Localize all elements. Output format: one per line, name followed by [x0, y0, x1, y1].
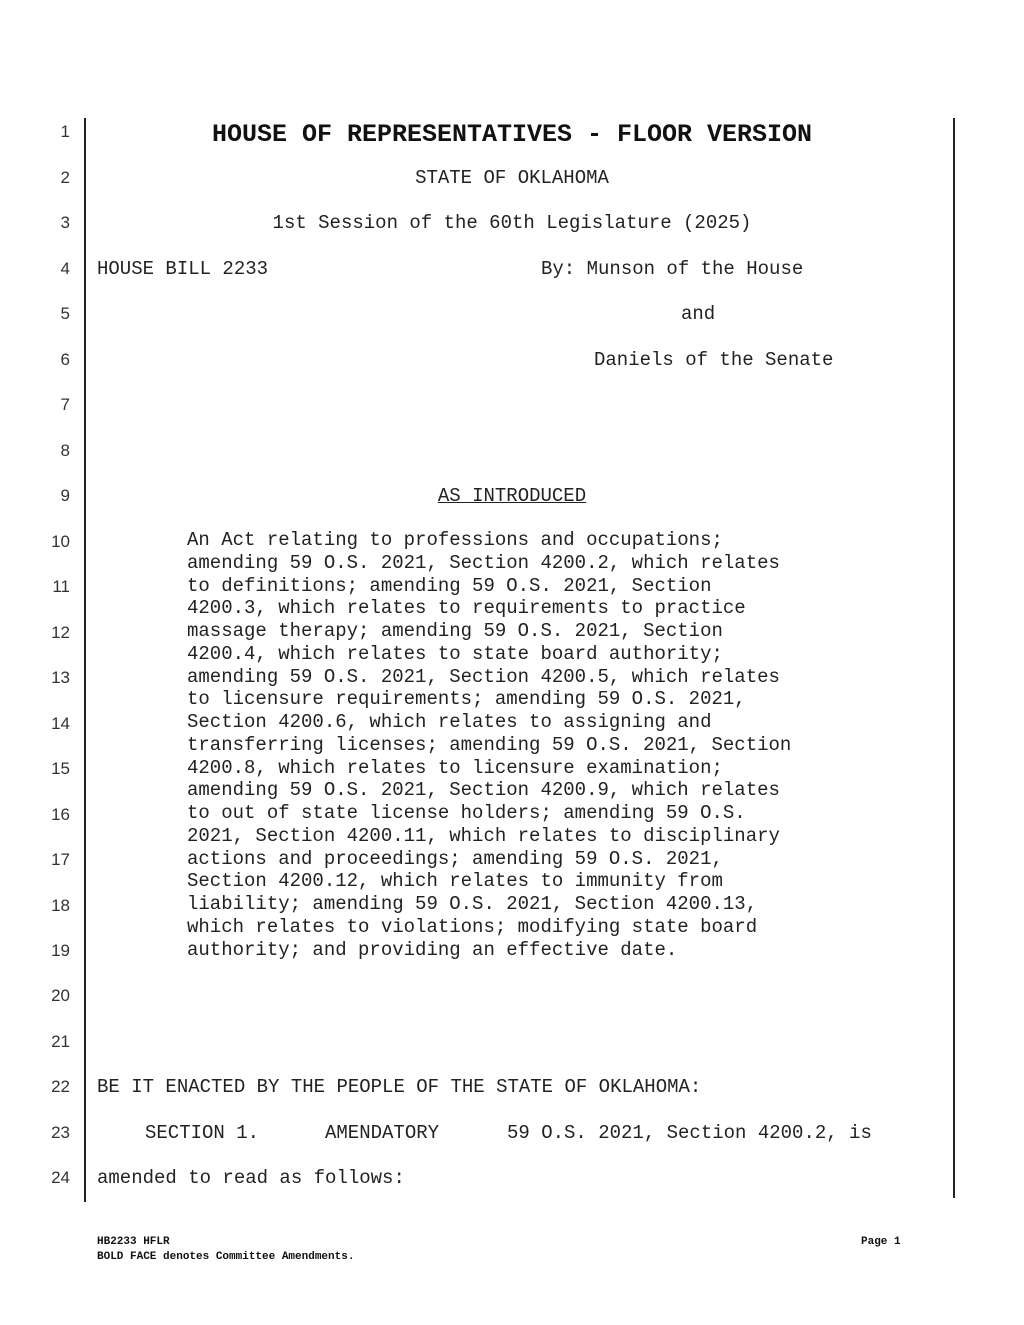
footer-note: BOLD FACE denotes Committee Amendments. [97, 1251, 355, 1263]
act-line: amending 59 O.S. 2021, Section 4200.2, which relates [187, 551, 780, 574]
line-number: 19 [51, 941, 70, 960]
section-continuation: amended to read as follows: [97, 1167, 405, 1189]
line-number: 14 [51, 714, 70, 733]
line-number: 23 [51, 1123, 70, 1142]
author-conjunction: and [681, 303, 716, 325]
line-number: 15 [51, 759, 70, 778]
line-number: 8 [60, 441, 70, 460]
bill-author: By: Munson of the House [541, 258, 804, 280]
act-line: massage therapy; amending 59 O.S. 2021, Section [187, 620, 723, 642]
act-line: to out of state license holders; amending 59 O.S. [187, 802, 746, 824]
bill-coauthor: Daniels of the Senate [594, 349, 834, 371]
line-number: 20 [51, 986, 70, 1005]
act-line: 4200.4, which relates to state board authority; [187, 642, 723, 665]
bill-number: HOUSE BILL 2233 [97, 258, 269, 280]
act-line: transferring licenses; amending 59 O.S. 2021, Section [187, 733, 792, 756]
act-title-paragraph [187, 529, 867, 961]
act-line: actions and proceedings; amending 59 O.S. 2021, [187, 847, 723, 870]
act-line: 4200.3, which relates to requirements to practice [187, 597, 746, 620]
act-line: amending 59 O.S. 2021, Section 4200.5, which relates [187, 665, 780, 688]
line-number: 4 [60, 259, 70, 278]
act-line: An Act relating to professions and occupations; [187, 529, 723, 551]
act-line: authority; and providing an effective date. [187, 938, 678, 961]
line-number: 21 [51, 1032, 70, 1051]
state-name: STATE OF OKLAHOMA [415, 167, 609, 189]
line-number: 24 [51, 1168, 70, 1187]
line-number: 22 [51, 1077, 70, 1096]
footer-bill-code: HB2233 HFLR [97, 1236, 170, 1248]
section-label: SECTION 1. [145, 1122, 260, 1144]
line-number: 11 [52, 577, 70, 596]
line-number: 17 [51, 850, 70, 869]
bill-status: AS INTRODUCED [437, 485, 587, 507]
footer-page-number: Page 1 [861, 1236, 901, 1248]
session-line: 1st Session of the 60th Legislature (2025) [272, 212, 752, 234]
line-number: 3 [60, 213, 70, 232]
line-number: 6 [60, 350, 70, 369]
line-number: 7 [60, 395, 70, 414]
line-number: 18 [51, 896, 70, 915]
line-number: 12 [51, 623, 70, 642]
enacting-clause: BE IT ENACTED BY THE PEOPLE OF THE STATE OF OKLAHOMA: [97, 1076, 702, 1098]
line-number: 10 [51, 532, 70, 551]
line-number: 2 [60, 168, 70, 187]
left-margin-rule [84, 118, 86, 1202]
act-line: Section 4200.6, which relates to assigning and [187, 711, 712, 733]
act-line: amending 59 O.S. 2021, Section 4200.9, which relates [187, 779, 780, 802]
section-citation: 59 O.S. 2021, Section 4200.2, is [507, 1122, 872, 1144]
right-margin-rule [953, 118, 955, 1198]
act-line: 4200.8, which relates to licensure examination; [187, 756, 723, 779]
act-line: Section 4200.12, which relates to immunity from [187, 870, 723, 893]
act-line: liability; amending 59 O.S. 2021, Section 4200.13, [187, 893, 758, 915]
act-line: which relates to violations; modifying state board [187, 915, 758, 938]
section-type: AMENDATORY [325, 1122, 440, 1144]
line-number: 1 [60, 122, 70, 141]
line-number: 5 [60, 304, 70, 323]
act-line: to licensure requirements; amending 59 O.S. 2021, [187, 688, 746, 711]
document-title: HOUSE OF REPRESENTATIVES - FLOOR VERSION [211, 120, 813, 149]
act-line: 2021, Section 4200.11, which relates to disciplinary [187, 824, 780, 847]
line-number: 13 [51, 668, 70, 687]
line-number: 16 [51, 805, 70, 824]
act-line: to definitions; amending 59 O.S. 2021, Section [187, 574, 712, 597]
line-number: 9 [60, 486, 70, 505]
